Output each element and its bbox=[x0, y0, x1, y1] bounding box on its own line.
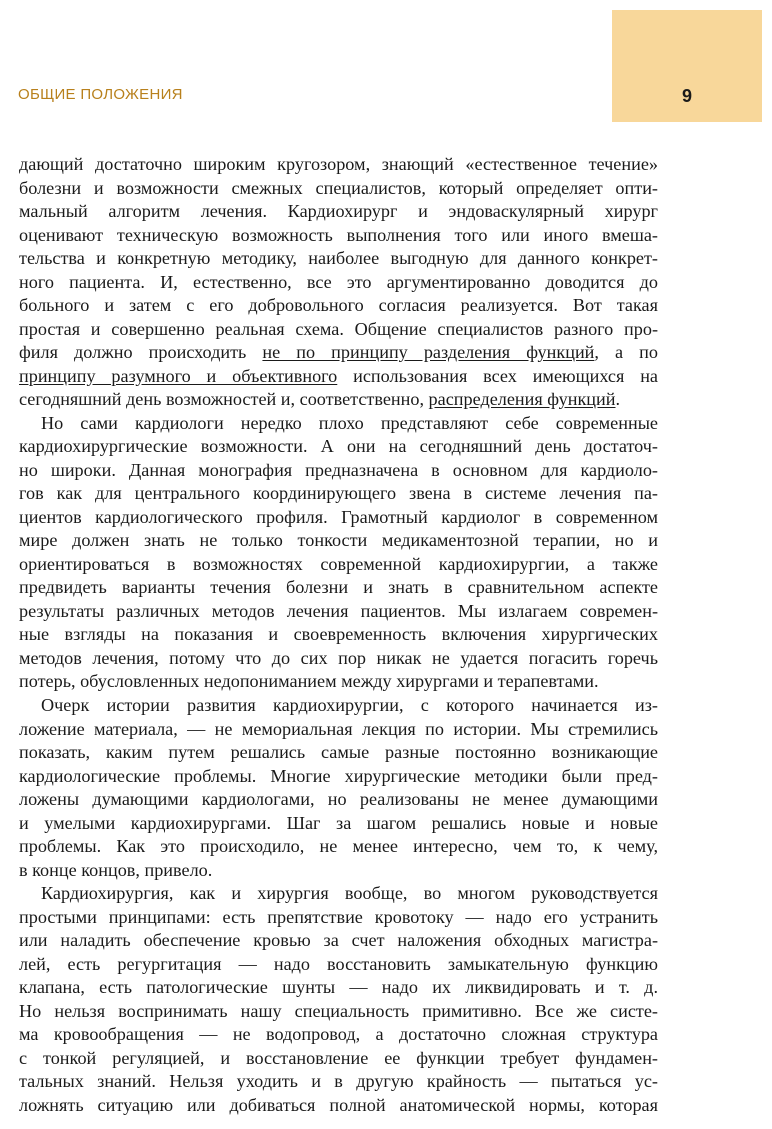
text-segment: филя должно происходить bbox=[19, 342, 263, 363]
text-segment: Кардиохирургия, как и хирургия вообще, во многом руководствуется bbox=[41, 883, 658, 904]
text-segment: использования всех имеющихся на bbox=[337, 365, 658, 386]
text-segment: сегодняшний день возможностей и, соответственно, bbox=[19, 389, 429, 410]
text-segment: ные взгляды на показания и своевременность включения хирургических bbox=[19, 624, 658, 645]
text-segment: кардиохирургические возможности. А они на сегодняшний день достаточ- bbox=[19, 436, 658, 457]
text-segment: ложение материала, — не мемориальная лекция по истории. Мы стремились bbox=[19, 718, 658, 739]
underlined-phrase: принципу разумного и объективного bbox=[19, 365, 338, 386]
section-title: ОБЩИЕ ПОЛОЖЕНИЯ bbox=[18, 86, 183, 103]
text-line bbox=[19, 294, 658, 317]
text-line bbox=[19, 224, 658, 247]
text-segment: и умелыми кардиохирургами. Шаг за шагом решались новые и новые bbox=[19, 812, 658, 833]
text-line bbox=[19, 647, 658, 670]
text-line bbox=[19, 388, 658, 411]
text-line bbox=[19, 929, 658, 952]
text-line bbox=[19, 788, 658, 811]
text-line bbox=[41, 882, 658, 905]
text-line bbox=[19, 741, 658, 764]
text-segment: предвидеть варианты течения болезни и знать в сравнительном аспекте bbox=[19, 577, 658, 598]
text-line bbox=[19, 835, 658, 858]
text-segment: гов как для центрального координирующего звена в системе лечения па- bbox=[19, 483, 658, 504]
text-line bbox=[19, 459, 658, 482]
text-line bbox=[19, 365, 658, 388]
text-line bbox=[19, 1070, 658, 1093]
text-line bbox=[19, 1000, 658, 1023]
text-line bbox=[19, 482, 658, 505]
page-number-box bbox=[612, 10, 762, 122]
text-segment: показать, каким путем решались самые разные постоянно возникающие bbox=[19, 742, 658, 762]
text-segment: но широки. Данная монография предназначена в основном для кардиоло- bbox=[19, 459, 658, 480]
text-segment: методов лечения, потому что до сих пор никак не удается погасить горечь bbox=[19, 647, 658, 668]
text-segment: . bbox=[615, 389, 621, 410]
text-segment: , а по bbox=[594, 342, 658, 363]
text-segment: ориентироваться в возможностях современной кардиохирургии, а также bbox=[19, 553, 658, 574]
text-line bbox=[19, 765, 658, 788]
text-line bbox=[19, 318, 658, 341]
text-line bbox=[19, 953, 658, 976]
text-segment: Очерк истории развития кардиохирургии, с которого начинается из- bbox=[41, 695, 658, 715]
text-segment: в конце концов, привело. bbox=[19, 859, 213, 880]
text-line bbox=[19, 529, 658, 552]
text-segment: тальных знаний. Нельзя уходить и в другую крайность — пытаться ус- bbox=[19, 1071, 658, 1092]
text-line bbox=[19, 623, 658, 646]
text-line bbox=[19, 718, 658, 741]
text-line bbox=[19, 670, 658, 693]
text-line bbox=[19, 1047, 658, 1070]
text-line bbox=[19, 976, 658, 999]
underlined-phrase: распределения функций bbox=[428, 389, 616, 410]
page-number: 9 bbox=[681, 86, 692, 106]
text-line bbox=[19, 906, 658, 929]
text-segment: простая и совершенно реальная схема. Общение специалистов разного про- bbox=[19, 318, 658, 339]
text-segment: клапана, есть патологические шунты — надо их ликвидировать и т. д. bbox=[19, 977, 658, 998]
text-line bbox=[19, 1094, 658, 1117]
text-segment: мальный алгоритм лечения. Кардиохирург и эндоваскулярный хирург bbox=[19, 201, 658, 221]
text-line bbox=[19, 506, 658, 529]
text-segment: или наладить обеспечение кровью за счет наложения обходных магистра- bbox=[19, 930, 658, 951]
text-segment: ного пациента. И, естественно, все это аргументированно доводится до bbox=[19, 271, 658, 292]
text-line bbox=[19, 247, 658, 270]
text-line bbox=[19, 812, 658, 835]
text-segment: лей, есть регургитация — надо восстановить замыкательную функцию bbox=[19, 953, 658, 974]
text-segment: больного и затем с его добровольного согласия реализуется. Вот такая bbox=[19, 295, 658, 316]
text-segment: болезни и возможности смежных специалистов, который определяет опти- bbox=[19, 177, 658, 198]
text-line bbox=[19, 553, 658, 576]
text-line bbox=[19, 271, 658, 294]
text-segment: тельства и конкретную методику, наиболее выгодную для данного конкрет- bbox=[19, 248, 658, 269]
text-line bbox=[19, 576, 658, 599]
text-segment: ложнять ситуацию или добиваться полной анатомической нормы, которая bbox=[19, 1094, 658, 1115]
text-line bbox=[19, 1023, 658, 1046]
text-segment: ма кровообращения — не водопровод, а достаточно сложная структура bbox=[19, 1024, 658, 1045]
text-line bbox=[19, 859, 658, 882]
text-segment: циентов кардиологического профиля. Грамотный кардиолог в современном bbox=[19, 506, 658, 527]
text-segment: кардиологические проблемы. Многие хирургические методики были пред- bbox=[19, 765, 658, 786]
text-line bbox=[19, 435, 658, 458]
text-line bbox=[41, 694, 658, 717]
text-segment: простыми принципами: есть препятствие кровотоку — надо его устранить bbox=[19, 906, 658, 927]
text-segment: результаты различных методов лечения пациентов. Мы излагаем современ- bbox=[19, 600, 658, 621]
text-segment: мире должен знать не только тонкости медикаментозной терапии, но и bbox=[19, 530, 658, 551]
text-segment: потерь, обусловленных недопониманием между хирургами и терапевтами. bbox=[19, 671, 599, 692]
text-line bbox=[41, 412, 658, 435]
text-segment: дающий достаточно широким кругозором, знающий «естественное течение» bbox=[19, 154, 658, 174]
text-segment: проблемы. Как это происходило, не менее интересно, чем то, к чему, bbox=[19, 836, 658, 857]
text-line bbox=[19, 341, 658, 364]
text-line bbox=[19, 600, 658, 623]
text-segment: оценивают техническую возможность выполнения того или иного вмеша- bbox=[19, 224, 658, 245]
text-segment: Но нельзя воспринимать нашу специальность примитивно. Все же систе- bbox=[19, 1000, 658, 1021]
text-segment: ложены думающими кардиологами, но реализованы не менее думающими bbox=[19, 789, 658, 809]
text-line bbox=[19, 153, 658, 176]
underlined-phrase: не по принципу разделения функций bbox=[262, 342, 595, 363]
text-segment: Но сами кардиологи нередко плохо представляют себе современные bbox=[41, 412, 658, 433]
text-line bbox=[19, 177, 658, 200]
text-segment: с тонкой регуляцией, и восстановление ее функции требует фундамен- bbox=[19, 1047, 658, 1068]
text-line bbox=[19, 200, 658, 223]
